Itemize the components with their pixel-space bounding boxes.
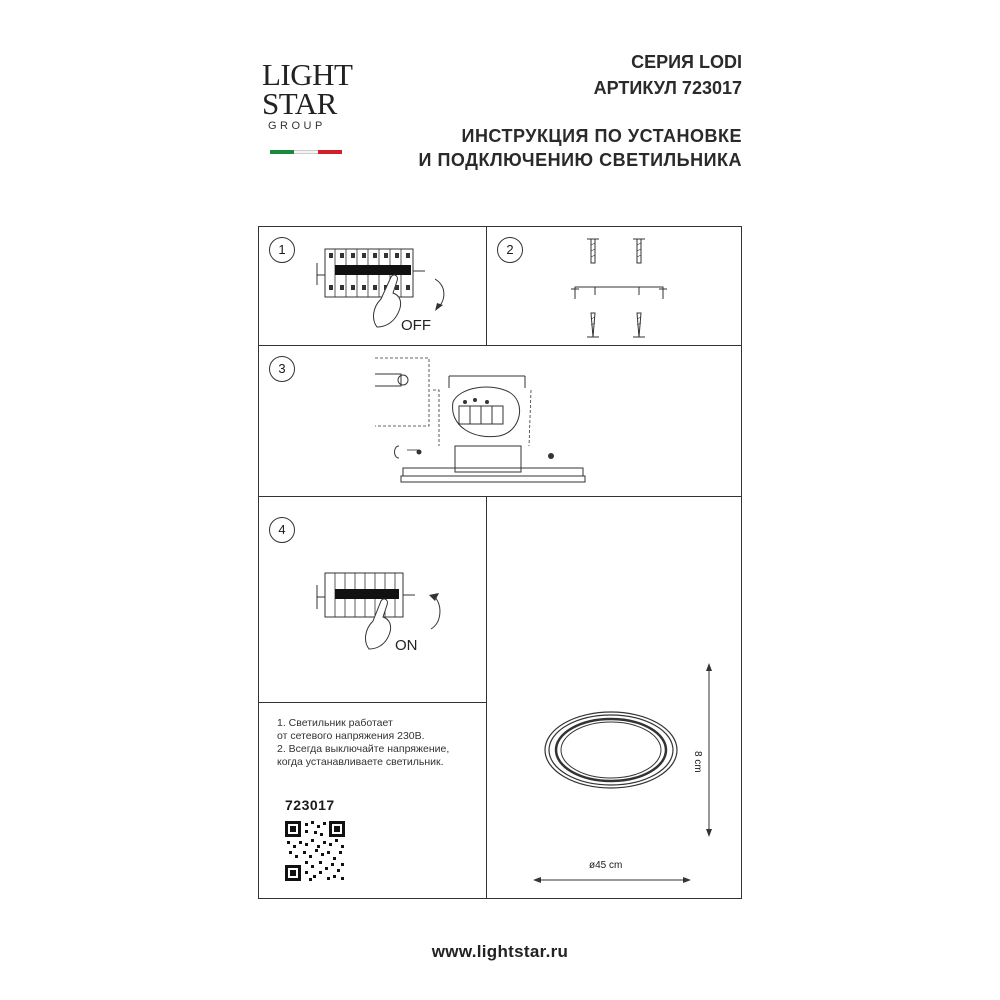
off-label: OFF [401,317,431,334]
step-4-number: 4 [269,517,295,543]
brand-logo [262,57,354,160]
italian-flag-stripe [270,150,342,154]
instruction-title-line1: ИНСТРУКЦИЯ ПО УСТАНОВКЕ [461,126,742,146]
dimensions-panel [486,496,742,899]
logo-text-line1: LIGHT [262,57,353,92]
step-4-panel [258,496,487,703]
fixture-dimension-drawing [487,497,743,900]
height-dimension-label: 8 cm [692,751,703,773]
logo-text-line3: GROUP [268,120,326,132]
qr-code-icon [285,821,345,881]
on-label: ON [395,637,418,654]
diameter-dimension-label: ø45 cm [589,860,623,871]
note-line-4: когда устанавливаете светильник. [277,756,444,768]
step-1-panel [258,226,487,346]
step-2-panel [486,226,742,346]
breaker-off-illustration [259,227,488,347]
notes-panel [258,702,487,899]
step-3-panel [258,345,742,497]
series-title: СЕРИЯ LODI [631,52,742,72]
wiring-connection-illustration [259,346,743,498]
instruction-title-line2: И ПОДКЛЮЧЕНИЮ СВЕТИЛЬНИКА [418,150,742,170]
note-line-3: 2. Всегда выключайте напряжение, [277,743,450,755]
breaker-on-illustration [259,497,488,704]
logo-text-line2: STAR [262,86,337,121]
step-2-number: 2 [497,237,523,263]
website-url[interactable]: www.lightstar.ru [431,942,569,961]
step-3-number: 3 [269,356,295,382]
article-number: АРТИКУЛ 723017 [593,78,742,98]
note-line-1: 1. Светильник работает [277,717,393,729]
product-code: 723017 [285,797,335,813]
mounting-bracket-illustration [487,227,743,347]
step-1-number: 1 [269,237,295,263]
note-line-2: от сетевого напряжения 230В. [277,730,425,742]
